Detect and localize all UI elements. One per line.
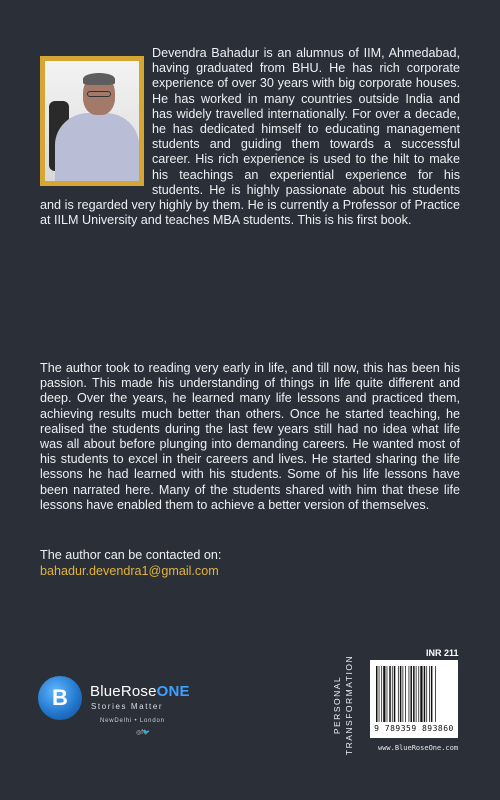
contact-section	[40, 547, 460, 579]
author-bio-text: Devendra Bahadur is an alumnus of IIM, Ahmedabad, having graduated from BHU. He has rich corporate experience of over 30 years with big corporate houses. He has worked in many countries outside India and has widely travelled internationally. For over a decade, he has dedicated himself to educating management students and guiding them towards a successful career. His rich experience is used to the hilt to make his teachings an experiential experience for his students. He is highly passionate about his students and is regarded very highly by them. He is currently a Professor of Practice at IILM University and teaches MBA students. This is his first book.	[40, 46, 460, 228]
price-label: INR 211	[426, 648, 459, 658]
category-label	[318, 650, 368, 760]
category-line2: TRANSFORMATION	[344, 654, 354, 756]
isbn-barcode	[370, 660, 458, 738]
publisher-cities: NewDelhi • London	[100, 718, 165, 724]
bluerose-logo-icon: B	[38, 676, 82, 720]
author-story: The author took to reading very early in life, and till now, this has been his passion. This made his understanding of things in life quite different and deep. Over the years, he learned many life lessons and practiced them, achieving results much better than others. Once he started teaching, he realised the students during the last few years still had no idea what life was all about before plunging into demanding careers. He wanted most of his students to excel in their careers and lives. He started sharing the life lessons he had learned with his students. Some of his life lessons have been narrated here. Many of the students shared with him that these life lessons have enabled them to achieve a better version of themselves.	[40, 361, 460, 512]
barcode-icon	[376, 666, 452, 722]
social-icons: ◎f🐦	[136, 730, 151, 736]
author-bio	[40, 46, 460, 228]
contact-label: The author can be contacted on:	[40, 548, 222, 562]
category-line1: PERSONAL	[332, 675, 342, 735]
publisher-name	[90, 683, 190, 700]
author-email: bahadur.devendra1@gmail.com	[40, 564, 219, 578]
publisher-name-part2: ONE	[156, 683, 190, 700]
isbn-number: 9 789359 893860	[374, 724, 454, 733]
publisher-name-part1: BlueRose	[90, 683, 157, 700]
publisher-tagline: Stories Matter	[91, 702, 164, 711]
publisher-website: www.BlueRoseOne.com	[378, 744, 459, 752]
publisher-logo	[38, 676, 278, 736]
